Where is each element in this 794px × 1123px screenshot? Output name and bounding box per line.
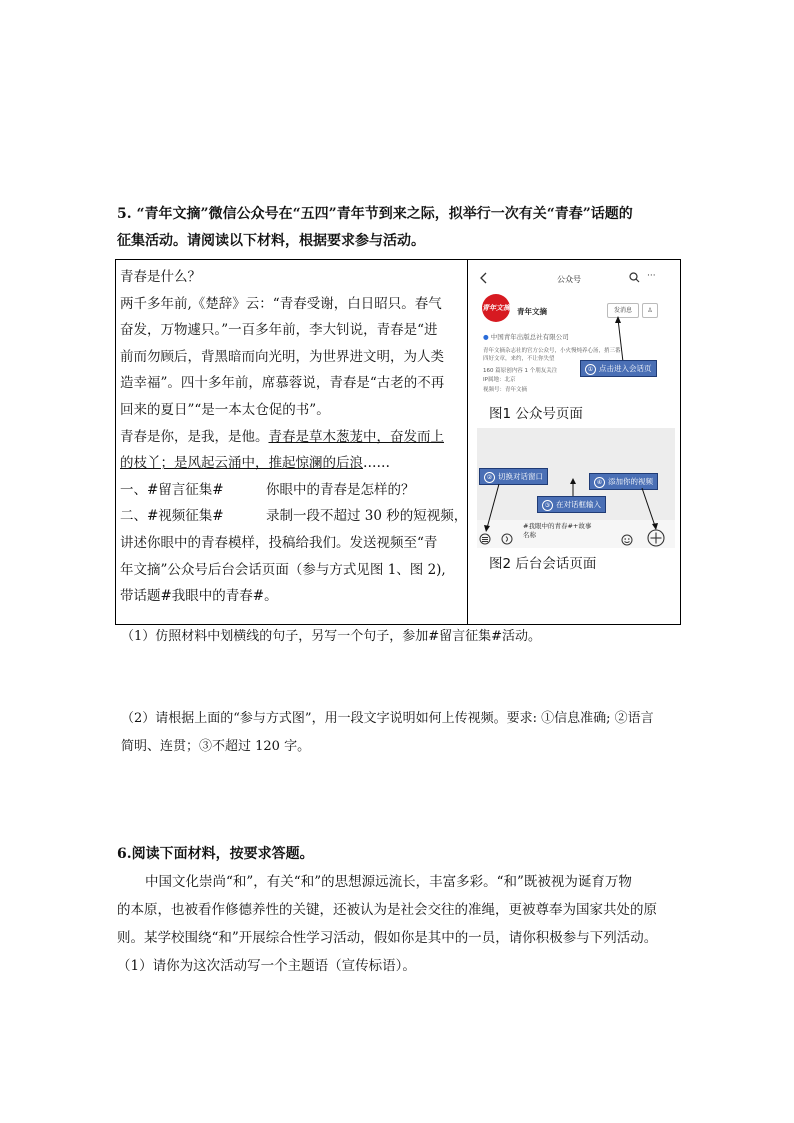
table-divider (467, 260, 468, 624)
callout-switch-window: ② 切换对话窗口 (479, 468, 548, 485)
chat-input-text-2: 名称 (523, 531, 536, 539)
account-stats: 160 篇原创内容 1 个朋友关注 (483, 368, 558, 374)
add-plus-icon[interactable] (647, 529, 665, 547)
figure1-screenshot (477, 264, 677, 404)
chevron-left-icon (479, 272, 489, 284)
chat-input-text-1: #我眼中的青春#+故事 (523, 522, 592, 530)
material-line: 两千多年前,《楚辞》云：“青春受谢，白日昭只。春气 (120, 295, 442, 312)
q5-title (117, 201, 633, 255)
list-menu-icon[interactable] (479, 533, 491, 545)
material-line: 青春是什么？ (120, 269, 201, 285)
official-account-header: 公众号 (557, 275, 581, 284)
figure2-caption: 图2 后台会话页面 (489, 556, 597, 572)
material-line: 造幸福”。四十多年前，席慕蓉说，青春是“古老的不再 (120, 375, 445, 392)
account-ip: IP属地：北京 (483, 377, 516, 383)
account-desc-2: 四好文章，来约，不让你失望 (483, 356, 555, 362)
q5-title-line2: 征集活动。请阅读以下材料，根据要求参与活动。 (117, 233, 425, 249)
q5-sub1: （1）仿照材料中划横线的句子，另写一个句子，参加#留言征集#活动。 (121, 629, 542, 644)
material-line: 讲述你眼中的青春模样，投稿给我们。发送视频至“青 (120, 534, 438, 551)
account-org: ● 中国青年出版总社有限公司 (483, 333, 569, 341)
video-collection-prompt: 录制一段不超过 30 秒的短视频， (266, 508, 468, 525)
voice-icon[interactable] (501, 533, 513, 545)
emoji-icon[interactable] (621, 534, 633, 546)
figure2-screenshot (477, 428, 675, 548)
account-video: 视频号：青年文摘 (483, 387, 528, 393)
material-line: 前而勿顾后，背黑暗而向光明，为世界进文明，为人类 (120, 348, 444, 365)
video-collection-label: 二、#视频征集# (120, 508, 224, 525)
callout-type-in-box: ③ 在对话框输入 (537, 496, 606, 513)
material-line (120, 424, 465, 451)
follow-icon[interactable]: ♙ (642, 303, 658, 318)
material-line (120, 450, 465, 477)
message-collection-label: 一、#留言征集# (120, 481, 224, 498)
search-icon (629, 272, 640, 283)
account-desc-1: 青年文摘杂志社的官方公众号，小火慢炖养心汤，捎三番 (483, 348, 621, 354)
q5-title-line1: 5. “青年文摘”微信公众号在“五四”青年节到来之际，拟举行一次有关“青春”话题的 (117, 206, 633, 222)
figure1-caption: 图1 公众号页面 (489, 406, 583, 422)
q6-sub1: （1）请你为这次活动写一个主题语（宣传标语）。 (117, 958, 416, 974)
material-line: 年文摘”公众号后台会话页面（参与方式见图 1、图 2), (120, 561, 446, 578)
material-text (120, 264, 468, 610)
q6-paragraph-line: 中国文化崇尚“和”，有关“和”的思想源远流长，丰富多彩。“和”既被视为诞育万物 (145, 874, 632, 890)
material-text-plain: …… (363, 455, 390, 472)
callout1-arrow (603, 316, 633, 364)
q6-paragraph-line: 的本原，也被看作修德养性的关键，还被认为是社会交往的准绳，更被尊奉为国家共处的原 (117, 902, 657, 918)
q6-title: 6.阅读下面材料，按要求答题。 (117, 846, 314, 862)
underlined-sentence: 青春是草木葱茏中，奋发而上 (268, 428, 444, 445)
q6-material (117, 868, 687, 980)
account-name: 青年文摘 (517, 307, 547, 316)
material-line: 回来的夏日”“是一本太仓促的书”。 (120, 401, 330, 418)
callout-enter-chat: ① 点击进入会话页 (580, 360, 657, 377)
account-logo: 青年文摘 (482, 294, 510, 322)
material-line (120, 477, 465, 504)
q5-sub2 (121, 705, 654, 761)
send-message-button[interactable]: 发消息 (607, 303, 639, 318)
material-line (120, 503, 468, 530)
message-collection-prompt: 你眼中的青春是怎样的？ (266, 481, 415, 498)
more-dots-icon: ··· (647, 271, 656, 281)
underlined-sentence: 的枝丫；是风起云涌中，推起惊澜的后浪 (120, 455, 363, 472)
q5-sub2-line1: （2）请根据上面的“参与方式图”，用一段文字说明如何上传视频。要求: ①信息准确; ②语言 (121, 711, 654, 726)
callout-arrows (477, 428, 675, 548)
callout-add-video: ④ 添加你的视频 (589, 473, 658, 490)
material-line: 奋发，万物遽只。”一百多年前，李大钊说，青春是“进 (120, 322, 438, 339)
q6-paragraph-line: 则。某学校围绕“和”开展综合性学习活动，假如你是其中的一员，请你积极参与下列活动。 (117, 930, 658, 946)
material-text-plain: 青春是你，是我，是他。 (120, 428, 269, 445)
material-line: 带话题#我眼中的青春#。 (120, 588, 278, 605)
q5-sub2-line2: 简明、连贯；③不超过 120 字。 (121, 739, 311, 754)
